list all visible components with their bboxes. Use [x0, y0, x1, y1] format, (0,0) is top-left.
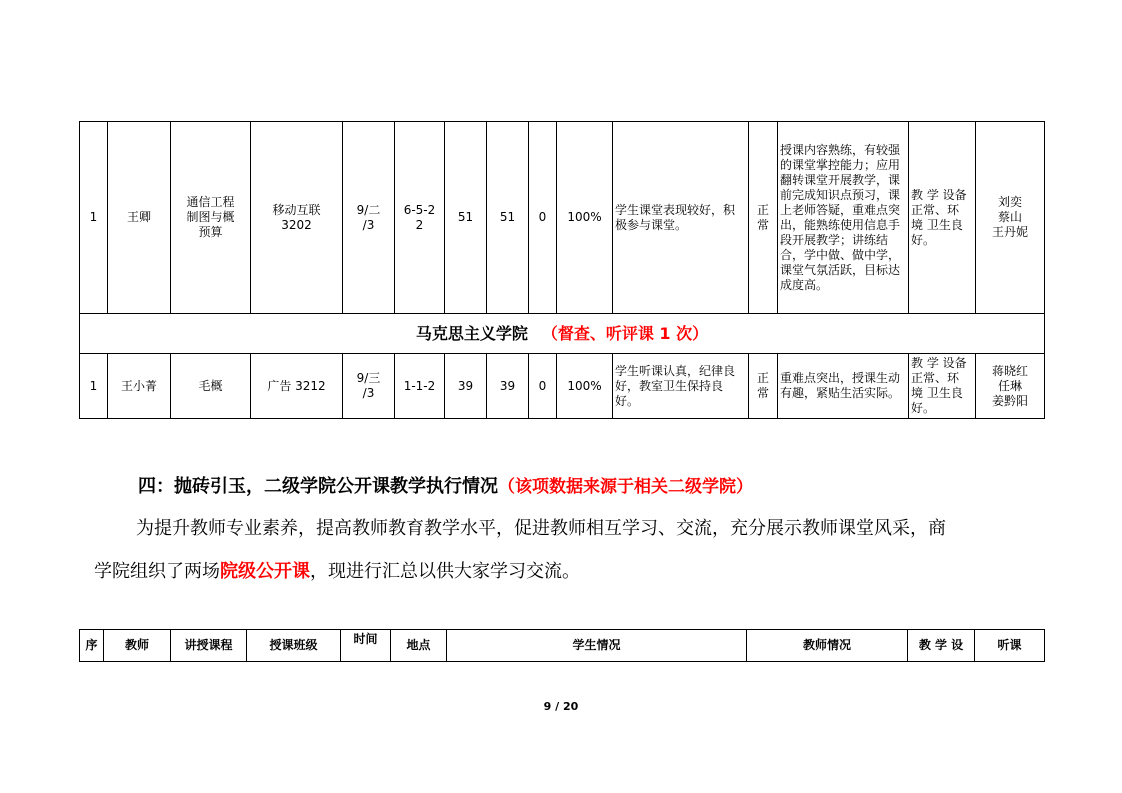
attendance-rate: 100% [557, 122, 613, 314]
heading-main: 四：抛砖引玉，二级学院公开课教学执行情况 [138, 476, 498, 497]
header-cell: 讲授课程 [171, 630, 247, 662]
student-situation: 学生课堂表现较好，积极参与课堂。 [613, 122, 749, 314]
header-cell: 听课 [975, 630, 1045, 662]
heading-note: （该项数据来源于相关二级学院） [498, 477, 753, 497]
class-name: 广告 3212 [251, 354, 343, 419]
section-heading [138, 472, 753, 498]
section-note: （督查、听评课 1 次） [541, 324, 709, 343]
date: 9/三 /3 [343, 354, 395, 419]
absent-count: 0 [529, 354, 557, 419]
actual-count: 39 [487, 354, 529, 419]
highlight-open-class: 院级公开课 [220, 561, 310, 582]
observers: 蒋晓红 任琳 姜黔阳 [976, 354, 1045, 419]
row-number: 1 [80, 354, 108, 419]
actual-count: 51 [487, 122, 529, 314]
page-number: 9 / 20 [543, 700, 579, 713]
row-number: 1 [80, 122, 108, 314]
header-cell: 教师 [104, 630, 171, 662]
college-name: 马克思主义学院 [415, 324, 528, 343]
header-cell: 序 [80, 630, 104, 662]
classroom-order: 正 常 [749, 354, 778, 419]
table-header-row [80, 630, 1045, 662]
open-class-table [79, 629, 1045, 662]
header-cell: 学生情况 [447, 630, 747, 662]
table-row [80, 354, 1045, 419]
facility-status: 教 学 设备正常、环 境 卫生良好。 [909, 122, 976, 314]
period: 1-1-2 [395, 354, 445, 419]
facility-status: 教 学 设备正常、环 境 卫生良好。 [909, 354, 976, 419]
course-name: 毛概 [171, 354, 251, 419]
teacher-name: 王卿 [108, 122, 171, 314]
section-title [80, 314, 1045, 354]
header-cell: 时间 [341, 630, 391, 662]
header-cell: 授课班级 [247, 630, 341, 662]
student-situation: 学生听课认真，纪律良好，教室卫生保持良好。 [613, 354, 749, 419]
paragraph-line-1: 为提升教师专业素养，提高教师教育教学水平，促进教师相互学习、交流，充分展示教师课堂风采，商 [136, 518, 946, 539]
class-name: 移动互联3202 [251, 122, 343, 314]
header-cell: 教师情况 [747, 630, 908, 662]
teacher-name: 王小菁 [108, 354, 171, 419]
observers: 刘奕 蔡山 王丹妮 [976, 122, 1045, 314]
date: 9/二 /3 [343, 122, 395, 314]
teacher-situation: 授课内容熟练，有较强的课堂掌控能力；应用翻转课堂开展教学，课前完成知识点预习，课上老师答疑，重难点突出，能熟练使用信息手段开展教学；讲练结合，学中做、做中学，课堂气氛活跃，目标达成度高。 [778, 122, 909, 314]
period: 6-5-2 2 [395, 122, 445, 314]
course-name: 通信工程 制图与概 预算 [171, 122, 251, 314]
teacher-situation: 重难点突出，授课生动有趣，紧贴生活实际。 [778, 354, 909, 419]
expected-count: 39 [445, 354, 487, 419]
attendance-rate: 100% [557, 354, 613, 419]
table-row [80, 122, 1045, 314]
header-cell: 地点 [391, 630, 447, 662]
classroom-order: 正 常 [749, 122, 778, 314]
section-header-row [80, 314, 1045, 354]
header-cell: 教 学 设 [908, 630, 975, 662]
inspection-table [79, 121, 1045, 419]
absent-count: 0 [529, 122, 557, 314]
paragraph-line-2: 学院组织了两场院级公开课，现进行汇总以供大家学习交流。 [94, 561, 580, 582]
expected-count: 51 [445, 122, 487, 314]
